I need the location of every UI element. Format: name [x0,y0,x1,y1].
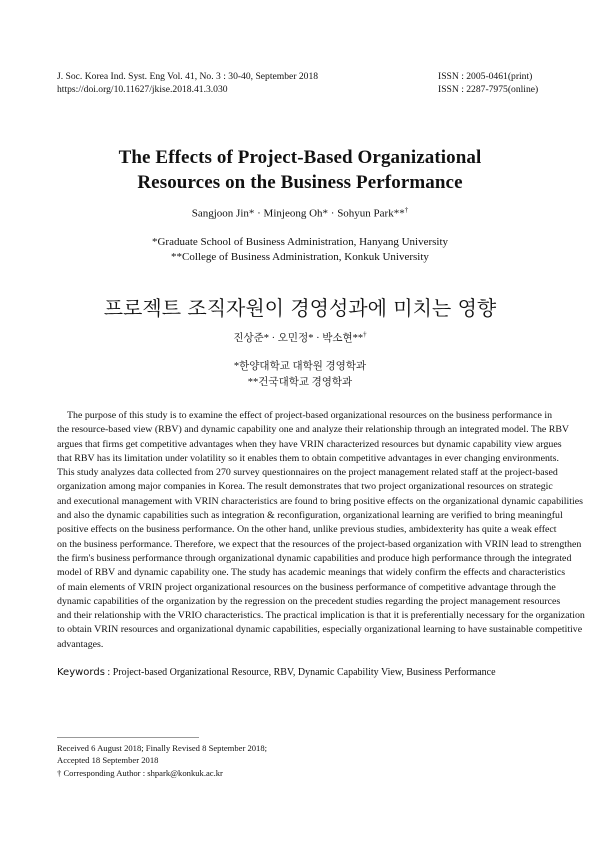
keywords-separator: : [104,667,113,678]
abstract-line: the firm's business performance through organizational dynamic capabilities and produce high performance through the integrated [57,552,572,564]
abstract-line: and executional management with VRIN characteristics are found to bring positive effects on the organizational dynamic capabilities [57,495,583,507]
korean-title: 프로젝트 조직자원이 경영성과에 미치는 영향 [103,296,497,320]
abstract-line: The purpose of this study is to examine the effect of project-based organizational resources on the business performance in [67,410,553,421]
korean-authors [0,330,600,345]
abstract-line: argues that firms get competitive advantages when they have VRIN characterized resources but dynamic capability view argues [57,438,562,450]
abstract-line: the resource-based view (RBV) and dynamic capability one and analyze their relationship through an integrated model. The RBV [57,424,570,436]
abstract-line: positive effects on the business performance. On the other hand, unlike previous studies, ambidexterity has quite a weak effect [57,524,557,536]
abstract-line: to obtain VRIN resources and organizational dynamic capabilities, especially organizational learning to have sustainable competitive [57,624,583,636]
abstract-line: This study analyzes data collected from 270 survey questionnaires on the project management related staff at the project-based [57,467,558,479]
abstract-line: organization among major companies in Korea. The result demonstrates that two project organizational resources on strategic [57,481,553,493]
footnote [57,742,267,779]
abstract-line: model of RBV and dynamic capability one. The study has academic meanings that widely confirm the effects and characteristics [57,567,566,579]
abstract [57,409,585,652]
abstract-line: advantages. [57,638,104,650]
keywords-label: Keywords [57,667,105,678]
affiliations [0,235,600,265]
abstract-line: and their relationship with the VRIO characteristics. The practical implication is that it is preferentially necessary for the organization [57,610,585,622]
abstract-line: on the business performance. Therefore, we expect that the resources of the project-based organization with VRIN lead to strengthen [57,538,582,550]
journal-citation: J. Soc. Korea Ind. Syst. Eng Vol. 41, No. 3 : 30-40, September 2018 [57,71,319,82]
abstract-line: dynamic capabilities of the organization by the regression on the precedent studies regarding the project management resources [57,595,561,607]
korean-affiliation: *한양대학교 대학원 경영학과 [233,361,367,372]
issn-online: ISSN : 2287-7975(online) [438,84,539,95]
keywords-text: Project-based Organizational Resource, RBV, Dynamic Capability View, Business Performance [112,667,496,678]
received-dates: Received 6 August 2018; Finally Revised 8 September 2018; [57,743,268,753]
dagger-mark: † [363,330,367,339]
abstract-line: of main elements of VRIN project organizational resources on the business performance of competitive advantage through the [57,581,556,593]
accepted-date: Accepted 18 September 2018 [57,755,159,766]
footnote-divider [57,737,199,738]
paper-title [0,145,600,195]
title-line-1: The Effects of Project-Based Organizational [118,147,482,168]
abstract-line: and also the dynamic capabilities such as integration & reconfiguration, organizational learning are verified to bring meaningful [57,510,563,522]
affiliation: *Graduate School of Business Administration, Hanyang University [151,236,449,248]
title-line-2: Resources on the Business Performance [137,172,463,193]
issn-print: ISSN : 2005-0461(print) [438,71,533,82]
korean-author-names: 진상준* · 오민정* · 박소현** [233,333,364,344]
dagger-mark: † [404,206,409,214]
issn-block [438,70,538,96]
korean-affiliations [0,359,600,391]
journal-header [57,70,318,96]
korean-affiliation: **건국대학교 경영학과 [247,377,353,388]
corresponding-author: † Corresponding Author : shpark@konkuk.ac.kr [57,767,223,778]
abstract-line: that RBV has its limitation under volatility so it enables them to obtain competitive advantages in ever changing environments. [57,452,559,464]
authors [0,206,600,220]
affiliation: **College of Business Administration, Konkuk University [171,251,429,263]
author-names: Sangjoon Jin* · Minjeong Oh* · Sohyun Park** [191,207,405,220]
keywords [57,667,496,678]
doi-link[interactable]: https://doi.org/10.11627/jkise.2018.41.3.030 [57,84,228,95]
